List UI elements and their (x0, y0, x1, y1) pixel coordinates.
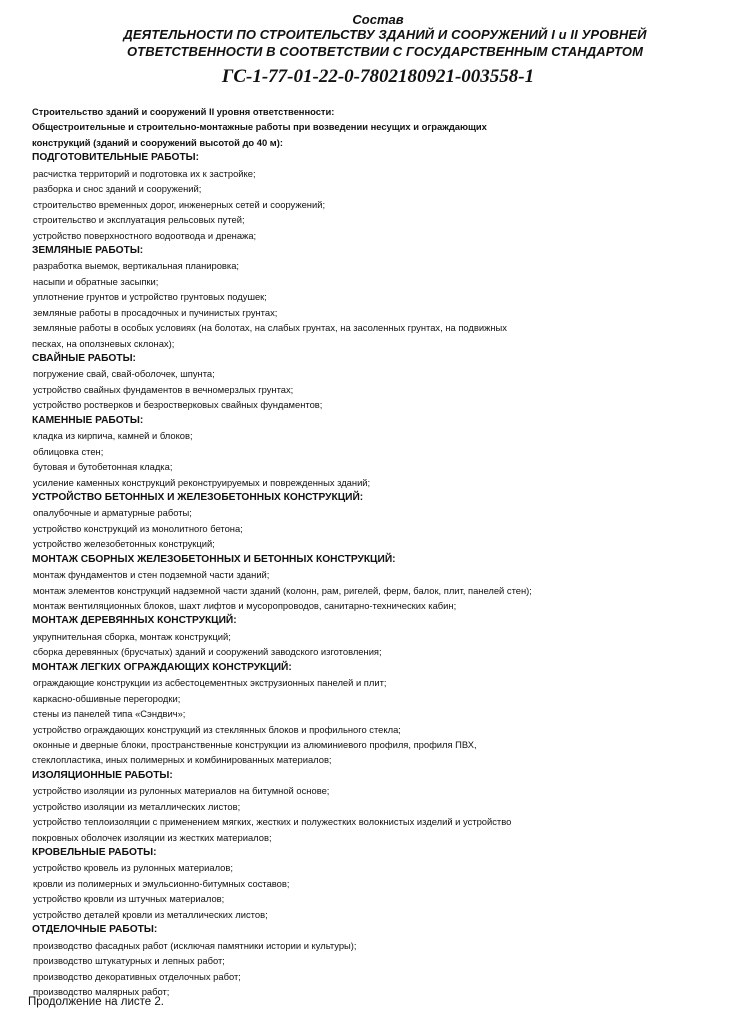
section-heading: МОНТАЖ ДЕРЕВЯННЫХ КОНСТРУКЦИЙ: (32, 615, 237, 627)
intro-heading: конструкций (зданий и сооружений высотой до 40 м): (32, 136, 283, 148)
list-item: разработка выемок, вертикальная планировка; (33, 260, 240, 272)
list-item: монтаж вентиляционных блоков, шахт лифтов и мусоропроводов, санитарно-технических кабин; (33, 600, 457, 611)
list-item: бутовая и бутобетонная кладка; (33, 461, 173, 473)
list-item: устройство кровли из штучных материалов; (33, 893, 225, 905)
section-heading: ИЗОЛЯЦИОННЫЕ РАБОТЫ: (32, 769, 173, 781)
list-item: производство малярных работ; (33, 985, 170, 997)
certificate-code: ГС-1-77-01-22-0-7802180921-003558-1 (221, 66, 535, 87)
list-item: строительство временных дорог, инженерных сетей и сооружений; (33, 198, 326, 210)
continuation-note: Продолжение на листе 2. (28, 996, 164, 1008)
section-heading: ПОДГОТОВИТЕЛЬНЫЕ РАБОТЫ: (32, 152, 200, 164)
list-item: песках, на оползневых склонах); (32, 337, 175, 349)
list-item: устройство свайных фундаментов в вечномерзлых грунтах; (33, 383, 294, 395)
list-item: ограждающие конструкции из асбестоцементных экструзионных панелей и плит; (33, 677, 387, 689)
list-item: производство декоративных отделочных работ; (33, 970, 241, 982)
list-item: уплотнение грунтов и устройство грунтовых подушек; (33, 291, 267, 303)
list-item: покровных оболочек изоляции из жестких материалов; (32, 831, 272, 843)
list-item: стены из панелей типа «Сэндвич»; (33, 708, 186, 720)
list-item: укрупнительная сборка, монтаж конструкций; (33, 630, 231, 642)
list-item: устройство теплоизоляции с применением мягких, жестких и полужестких волокнистых изделий и устройство (33, 816, 512, 828)
list-item: устройство деталей кровли из металлических листов; (33, 908, 268, 920)
list-item: каркасно-обшивные перегородки; (33, 692, 181, 704)
list-item: кровли из полимерных и эмульсионно-битумных составов; (33, 877, 290, 889)
list-item: насыпи и обратные засыпки; (33, 275, 159, 287)
list-item: земляные работы в особых условиях (на болотах, на слабых грунтах, на засоленных грунтах, на подвижных (33, 322, 507, 334)
section-heading: ЗЕМЛЯНЫЕ РАБОТЫ: (32, 244, 144, 256)
section-heading: МОНТАЖ СБОРНЫХ ЖЕЛЕЗОБЕТОННЫХ И БЕТОННЫХ КОНСТРУКЦИЙ: (32, 553, 396, 565)
list-item: кладка из кирпича, камней и блоков; (33, 430, 193, 442)
list-item: устройство железобетонных конструкций; (33, 538, 215, 550)
list-item: устройство ограждающих конструкций из стеклянных блоков и профильного стекла; (33, 723, 401, 735)
document-title-line-2: ОТВЕТСТВЕННОСТИ В СООТВЕТСТВИИ С ГОСУДАРСТВЕННЫМ СТАНДАРТОМ (126, 44, 644, 59)
document-title-line-1: ДЕЯТЕЛЬНОСТИ ПО СТРОИТЕЛЬСТВУ ЗДАНИЙ И СООРУЖЕНИЙ I и II УРОВНЕЙ (123, 27, 647, 42)
list-item: расчистка территорий и подготовка их к застройке; (33, 167, 256, 179)
section-heading: МОНТАЖ ЛЕГКИХ ОГРАЖДАЮЩИХ КОНСТРУКЦИЙ: (32, 661, 292, 673)
section-heading: УСТРОЙСТВО БЕТОННЫХ И ЖЕЛЕЗОБЕТОННЫХ КОНСТРУКЦИЙ: (32, 491, 364, 503)
list-item: устройство изоляции из металлических листов; (33, 800, 241, 812)
list-item: стеклопластика, иных полимерных и комбинированных материалов; (32, 754, 332, 766)
composition-label: Состав (352, 12, 404, 27)
list-item: устройство кровель из рулонных материалов; (33, 862, 233, 874)
list-item: строительство и эксплуатация рельсовых путей; (33, 214, 245, 226)
section-heading: КРОВЕЛЬНЫЕ РАБОТЫ: (32, 847, 157, 858)
list-item: устройство конструкций из монолитного бетона; (33, 522, 243, 534)
list-item: облицовка стен; (33, 445, 104, 457)
list-item: земляные работы в просадочных и пучинистых грунтах; (33, 306, 278, 318)
list-item: производство штукатурных и лепных работ; (33, 955, 225, 967)
list-item: устройство изоляции из рулонных материалов на битумной основе; (33, 785, 330, 797)
intro-heading: Общестроительные и строительно-монтажные работы при возведении несущих и ограждающих (32, 121, 487, 133)
list-item: сборка деревянных (брусчатых) зданий и сооружений заводского изготовления; (33, 646, 382, 658)
list-item: разборка и снос зданий и сооружений; (33, 183, 202, 195)
section-heading: СВАЙНЫЕ РАБОТЫ: (32, 353, 136, 364)
section-heading: ОТДЕЛОЧНЫЕ РАБОТЫ: (32, 924, 158, 936)
intro-heading: Строительство зданий и сооружений II уровня ответственности: (32, 106, 335, 117)
list-item: устройство поверхностного водоотвода и дренажа; (33, 229, 257, 241)
list-item: устройство ростверков и безростверковых свайных фундаментов; (33, 399, 323, 411)
list-item: производство фасадных работ (исключая памятники истории и культуры); (33, 939, 357, 951)
list-item: усиление каменных конструкций реконструируемых и поврежденных зданий; (33, 476, 371, 488)
list-item: опалубочные и арматурные работы; (33, 507, 192, 519)
section-heading: КАМЕННЫЕ РАБОТЫ: (32, 414, 144, 426)
list-item: оконные и дверные блоки, пространственные конструкции из алюминиевого профиля, профиля ПВХ, (33, 738, 477, 750)
list-item: погружение свай, свай-оболочек, шпунта; (33, 368, 215, 380)
work-types-list (32, 104, 732, 999)
list-item: монтаж фундаментов и стен подземной части зданий; (33, 569, 270, 581)
list-item: монтаж элементов конструкций надземной части зданий (колонн, рам, ригелей, ферм, балок, плит, панелей стен); (33, 584, 532, 596)
